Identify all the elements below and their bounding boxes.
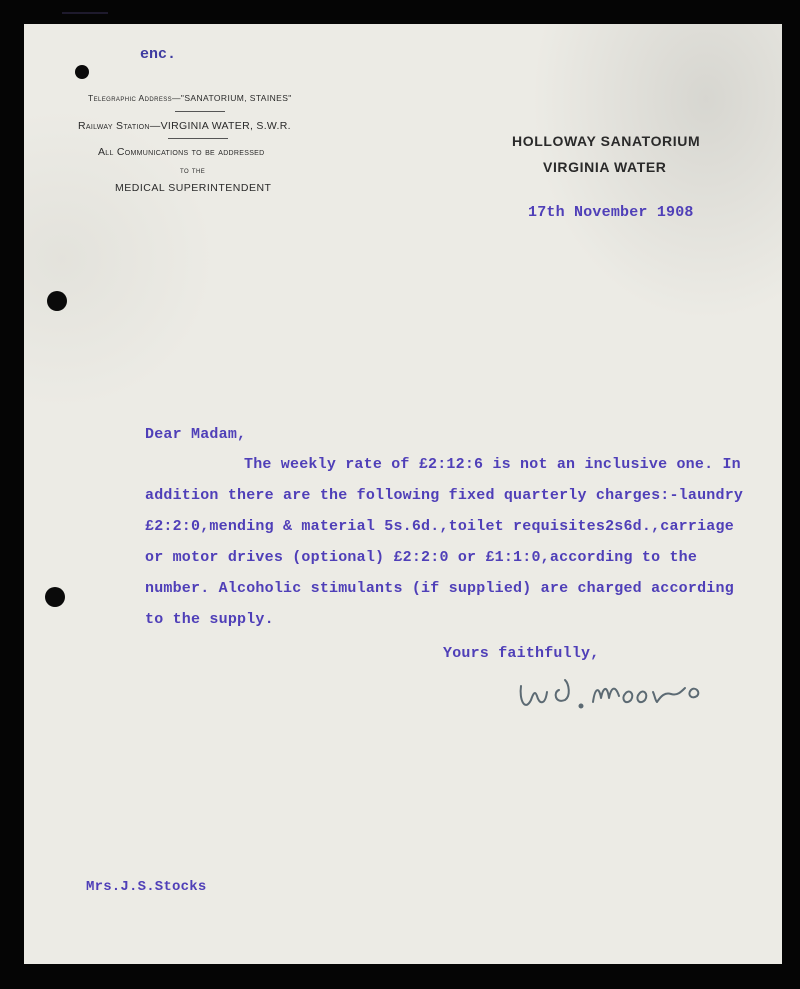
closing: Yours faithfully,: [443, 645, 600, 662]
punch-hole-bottom: [45, 587, 65, 607]
communications-line-2: to the: [180, 165, 206, 175]
handwritten-signature: [515, 670, 715, 720]
body-line: addition there are the following fixed quarterly charges:-laundry: [145, 487, 744, 504]
letter-date: 17th November 1908: [528, 204, 694, 221]
enclosure-note: enc.: [140, 46, 177, 63]
letterhead-divider-2: [168, 138, 228, 139]
faded-stamp: [62, 12, 108, 36]
communications-line-3: MEDICAL SUPERINTENDENT: [115, 182, 272, 194]
recipient-name: Mrs.J.S.Stocks: [86, 879, 207, 895]
body-line: to the supply.: [145, 611, 274, 628]
letterhead-divider-1: [175, 111, 225, 112]
institution-location: VIRGINIA WATER: [543, 159, 667, 175]
telegraphic-address: Telegraphic Address—"SANATORIUM, STAINES": [88, 93, 292, 103]
body-line: number. Alcoholic stimulants (if supplied) are charged according: [145, 580, 734, 597]
body-line: The weekly rate of £2:12:6 is not an inclusive one. In: [244, 456, 741, 473]
punch-hole-top: [75, 65, 89, 79]
communications-line-1: All Communications to be addressed: [98, 146, 265, 158]
body-line: or motor drives (optional) £2:2:0 or £1:1:0,according to the: [145, 549, 698, 566]
punch-hole-middle: [47, 291, 67, 311]
body-line: £2:2:0,mending & material 5s.6d.,toilet requisites2s6d.,carriage: [145, 518, 734, 535]
salutation: Dear Madam,: [145, 426, 247, 443]
institution-name: HOLLOWAY SANATORIUM: [512, 133, 701, 149]
railway-station: Railway Station—VIRGINIA WATER, S.W.R.: [78, 120, 291, 132]
